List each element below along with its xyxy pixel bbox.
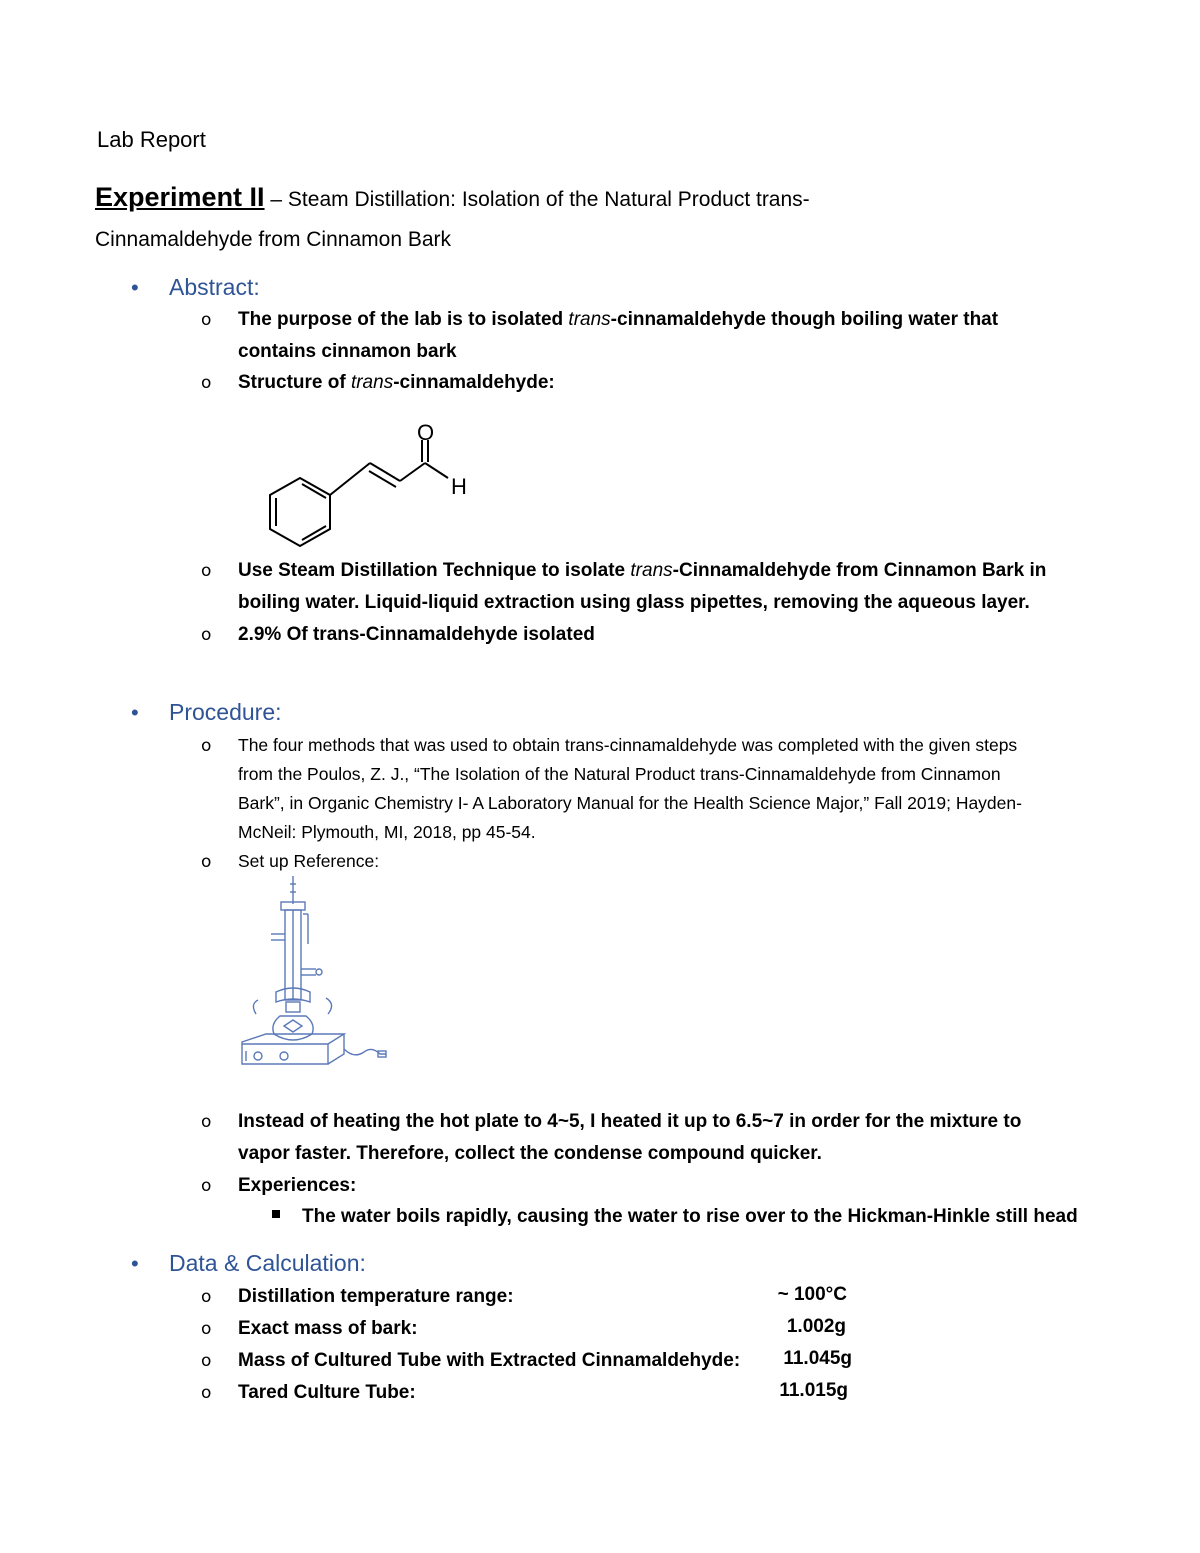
data-row-value: 11.015g [779, 1380, 848, 1401]
chain-bond [400, 463, 425, 481]
circle-bullet-icon: o [201, 561, 212, 581]
cinnamaldehyde-structure [255, 418, 495, 553]
abstract-item-4 [201, 619, 595, 651]
abstract-item-2-text-b: -cinnamaldehyde: [393, 372, 555, 393]
procedure-item-1-line-2: from the Poulos, Z. J., “The Isolation of the Natural Product trans-Cinnamaldehyde from Cinnamon [238, 764, 1001, 784]
procedure-item-3 [201, 1106, 1021, 1138]
data-row [201, 1281, 514, 1313]
circle-bullet-icon: o [201, 1112, 212, 1132]
abstract-item-3-cont: boiling water. Liquid-liquid extraction using glass pipettes, removing the aqueous layer. [238, 592, 1030, 613]
abstract-item-3-italic: trans [630, 560, 673, 581]
procedure-item-4 [201, 1170, 356, 1202]
title-line-2: Cinnamaldehyde from Cinnamon Bark [95, 228, 452, 251]
circle-bullet-icon: o [201, 852, 212, 872]
procedure-subitem-1 [272, 1206, 1078, 1228]
clamp [286, 1002, 300, 1012]
procedure-item-1 [201, 731, 1017, 761]
abstract-item-2 [201, 367, 555, 399]
oxygen-label: O [417, 420, 435, 445]
abstract-item-1-cont: contains cinnamon bark [238, 341, 457, 362]
procedure-item-1-line-1: The four methods that was used to obtain trans-cinnamaldehyde was completed with the given steps [238, 735, 1018, 755]
procedure-item-2-text: Set up Reference: [238, 851, 380, 871]
circle-bullet-icon: o [201, 1319, 212, 1339]
bullet-icon: • [131, 275, 139, 300]
procedure-heading [131, 699, 282, 726]
procedure-item-1-line-3: Bark”, in Organic Chemistry I- A Laboratory Manual for the Health Science Major,” Fall 2019; Hayden- [238, 793, 1022, 813]
data-row [201, 1377, 416, 1409]
circle-bullet-icon: o [201, 1383, 212, 1403]
circle-bullet-icon: o [201, 1176, 212, 1196]
circle-bullet-icon: o [201, 1351, 212, 1371]
title-part-1: Steam Distillation: Isolation of the Natural Product trans- [287, 188, 810, 211]
abstract-item-4-text: 2.9% Of trans-Cinnamaldehyde isolated [238, 624, 595, 645]
data-row-value: 1.002g [786, 1316, 846, 1337]
data-row-label: Exact mass of bark: [238, 1318, 418, 1339]
abstract-item-3-text-a: Use Steam Distillation Technique to isolate [238, 560, 631, 581]
hot-plate-knob [280, 1052, 288, 1060]
data-calculation-heading-text: Data & Calculation: [169, 1250, 366, 1276]
chain-bond [330, 463, 370, 495]
alkene-double-bond [369, 471, 396, 487]
circle-bullet-icon: o [201, 310, 212, 330]
power-cord [344, 1049, 386, 1055]
procedure-heading-text: Procedure: [169, 699, 282, 725]
abstract-heading-text: Abstract: [169, 274, 260, 300]
abstract-item-3-text-b: -Cinnamaldehyde from Cinnamon Bark in [672, 560, 1047, 581]
hot-plate-top [242, 1034, 344, 1044]
data-row [201, 1313, 418, 1345]
procedure-subitem-1-text: The water boils rapidly, causing the water to rise over to the Hickman-Hinkle still head [302, 1206, 1078, 1227]
circle-bullet-icon: o [201, 736, 212, 756]
hot-plate-knob [254, 1052, 262, 1060]
stir-bar [284, 1020, 302, 1032]
data-calculation-heading [131, 1250, 366, 1277]
abstract-heading [131, 274, 260, 301]
aldehyde-h-bond [425, 463, 448, 478]
abstract-item-1-italic: trans [568, 309, 611, 330]
data-row-value: 11.045g [783, 1348, 852, 1369]
data-row-label: Mass of Cultured Tube with Extracted Cinnamaldehyde: [238, 1350, 741, 1371]
circle-bullet-icon: o [201, 373, 212, 393]
procedure-item-4-text: Experiences: [238, 1175, 357, 1196]
square-bullet-icon [272, 1210, 280, 1218]
procedure-item-2 [201, 847, 379, 877]
distillation-apparatus-sketch [236, 874, 391, 1074]
data-row [201, 1345, 740, 1377]
abstract-item-3 [201, 555, 1046, 587]
procedure-item-3-line-1: Instead of heating the hot plate to 4~5, I heated it up to 6.5~7 in order for the mixture to [238, 1111, 1022, 1132]
title-dash: – [264, 188, 288, 211]
data-row-label: Distillation temperature range: [238, 1286, 514, 1307]
abstract-item-1-text-b: -cinnamaldehyde though boiling water that [610, 309, 999, 330]
title-line-1 [95, 182, 810, 213]
hydrogen-label: H [451, 474, 467, 499]
alkene-bond [370, 463, 400, 481]
lab-report-label: Lab Report [97, 127, 206, 152]
benzene-ring [270, 478, 330, 546]
data-row-value: ~ 100°C [777, 1284, 847, 1305]
abstract-item-1-text-a: The purpose of the lab is to isolated [238, 309, 569, 330]
bullet-icon: • [131, 1251, 139, 1276]
circle-bullet-icon: o [201, 625, 212, 645]
abstract-item-2-italic: trans [350, 372, 394, 393]
circle-bullet-icon: o [201, 1287, 212, 1307]
procedure-item-3-line-2: vapor faster. Therefore, collect the condense compound quicker. [238, 1143, 822, 1164]
abstract-item-2-text-a: Structure of [238, 372, 351, 393]
data-row-label: Tared Culture Tube: [238, 1382, 416, 1403]
bullet-icon: • [131, 700, 139, 725]
experiment-number: Experiment II [95, 182, 265, 212]
procedure-item-1-line-4: McNeil: Plymouth, MI, 2018, pp 45-54. [238, 822, 536, 842]
abstract-item-1 [201, 304, 998, 336]
